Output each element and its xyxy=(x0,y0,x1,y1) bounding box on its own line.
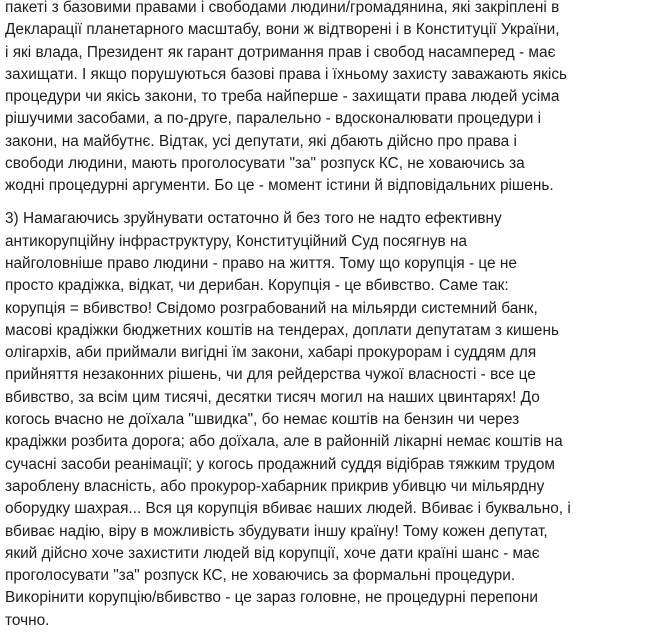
text-line: вбиває надію, віру в можливість збудувати іншу країну! Тому кожен депутат, xyxy=(5,522,548,540)
text-line: найголовніше право людини - право на життя. Тому що корупція - це не xyxy=(5,254,517,272)
text-line: жодні процедурні аргументи. Бо це - момент істини й відповідальних рішень. xyxy=(5,177,554,195)
text-line: свободи людини, мають проголосувати "за" розпуск КС, не ховаючись за xyxy=(5,155,525,173)
text-line: рішучими засобами, а по-друге, паралельно - вдосконалювати процедури і xyxy=(5,110,542,128)
text-line: процедури чи якісь закони, то треба найперше - захищати права людей усіма xyxy=(5,88,560,106)
text-line: пакеті з базовими правами і свободами людини/громадянина, які закріплені в xyxy=(5,0,560,16)
text-line: оборудку шахрая... Вся ця корупція вбиває наших людей. Вбиває і буквально, і xyxy=(5,500,571,518)
text-line: закони, на майбутнє. Відтак, усі депутати, які дбають дійсно про права і xyxy=(5,132,517,150)
text-line: когось вчасно не доїхала "швидка", бо немає коштів на бензин чи через xyxy=(5,411,520,429)
text-line: Викорінити корупцію/вбивство - це зараз головне, не процедурні перепони xyxy=(5,589,538,607)
text-line: корупція = вбивство! Свідомо розграбований на мільярди системний банк, xyxy=(5,299,538,317)
text-line: проголосувати "за" розпуск КС, не ховаючись за формальні процедури. xyxy=(5,567,516,585)
text-line: олігархів, аби приймали вигідні їм закони, хабарі прокурорам і суддям для xyxy=(5,344,537,362)
text-line: крадіжки розбита дорога; або доїхала, але в районній лікарні немає коштів на xyxy=(5,433,563,451)
text-line: вбивство, за всім цим тисячі, десятки тисяч могил на наших цвинтарях! До xyxy=(5,388,540,406)
text-line: масові крадіжки бюджетних коштів на тендерах, доплати депутатам з кишень xyxy=(5,321,560,339)
text-line: захищати. І якщо порушуються базові права і їхньому захисту заважають якісь xyxy=(5,65,568,83)
text-line: і які влада, Президент як гарант дотримання прав і свобод насамперед - має xyxy=(5,43,556,61)
text-line: прийняття незаконних рішень, чи для рейдерства чужої власності - все це xyxy=(5,366,536,384)
text-line: антикорупційну інфраструктуру, Конституційний Суд посягнув на xyxy=(5,232,468,250)
text-line: який дійсно хоче захистити людей від корупції, хоче дати країні шанс - має xyxy=(5,544,540,562)
paragraph-1 xyxy=(5,0,645,198)
text-line: сучасні засоби реанімації; у когось продажний суддя відібрав тяжким трудом xyxy=(5,455,556,473)
paragraph-2 xyxy=(5,208,645,632)
paragraph-gap xyxy=(5,198,645,209)
text-line: зароблену власність, або прокурор-хабарник прикрив убивцю чи мільярдну xyxy=(5,477,545,495)
text-line: точно. xyxy=(5,611,50,629)
text-line: просто крадіжка, відкат, чи дерибан. Корупція - це вбивство. Саме так: xyxy=(5,277,509,295)
text-line: Декларації планетарного масштабу, вони ж відтворені і в Конституції України, xyxy=(5,21,560,39)
text-line: 3) Намагаючись зруйнувати остаточно й без того не надто ефективну xyxy=(5,210,502,228)
post-text xyxy=(5,0,645,632)
